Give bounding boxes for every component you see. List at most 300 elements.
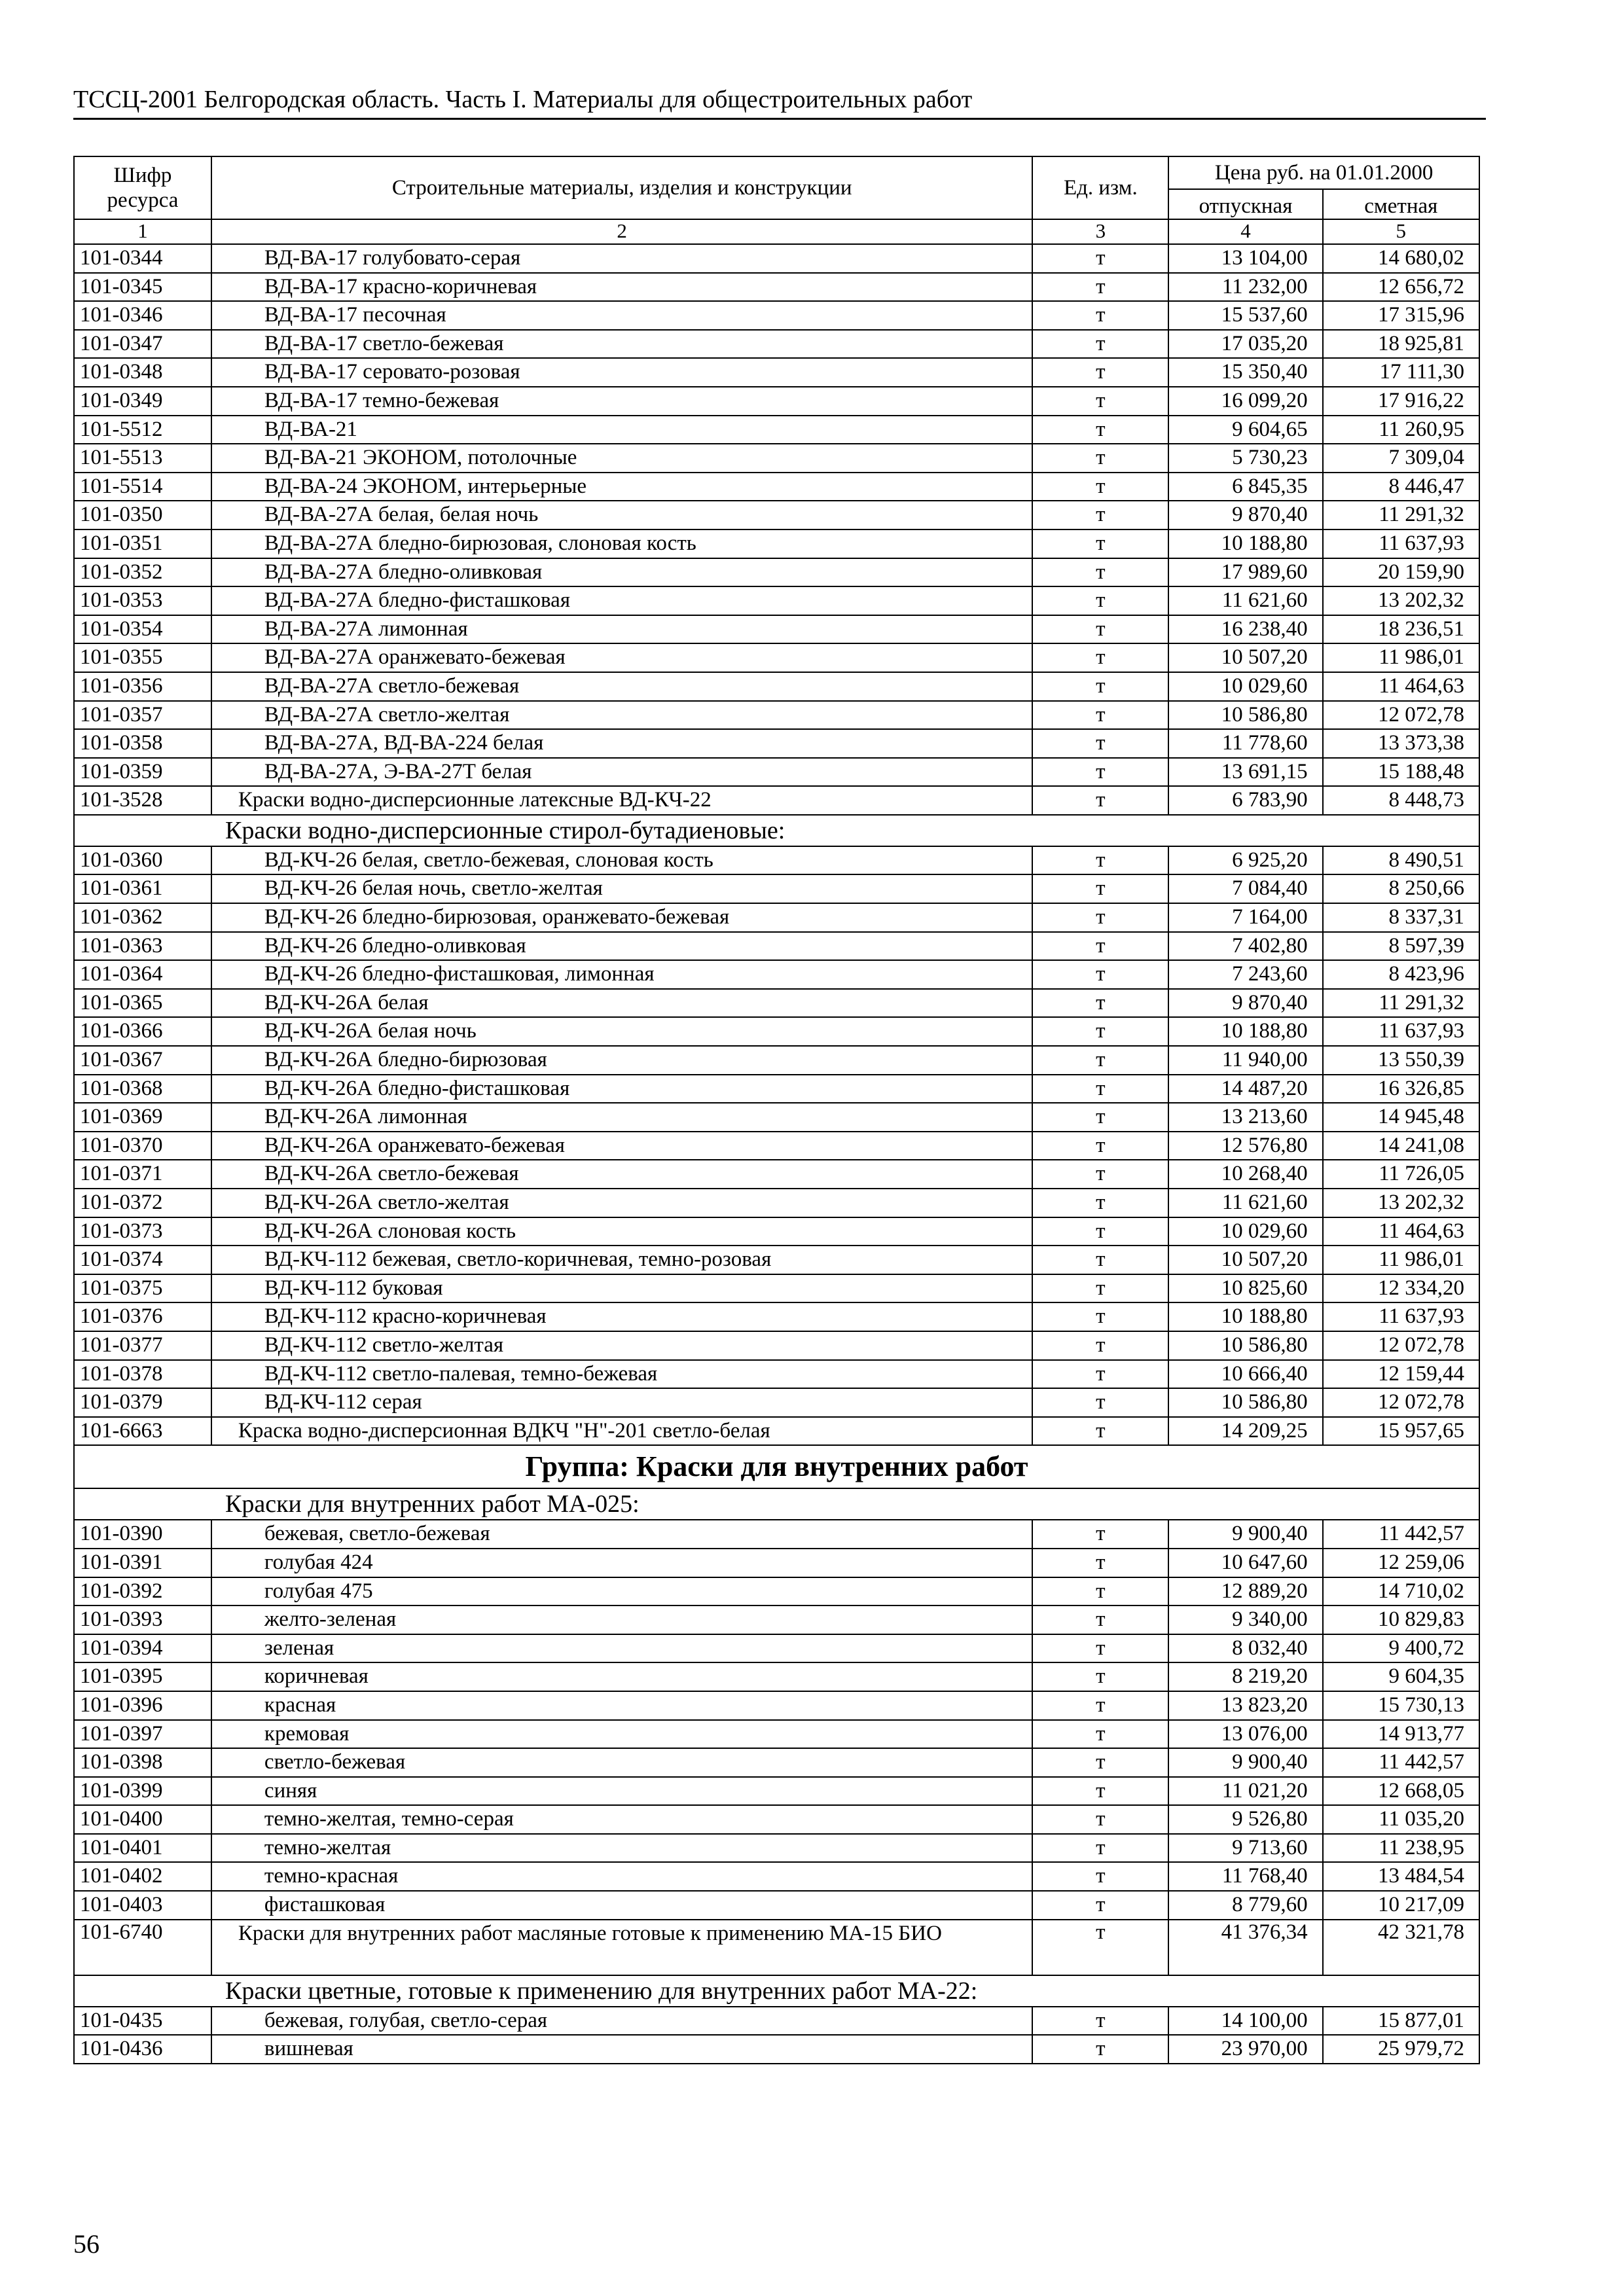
estimate-price: 8 337,31 bbox=[1323, 903, 1479, 932]
resource-code: 101-0352 bbox=[74, 558, 211, 587]
estimate-price: 11 464,63 bbox=[1323, 1217, 1479, 1246]
release-price: 11 621,60 bbox=[1168, 1189, 1322, 1217]
material-name: ВД-ВА-27А лимонная bbox=[211, 615, 1033, 644]
material-name: светло-бежевая bbox=[211, 1748, 1033, 1777]
resource-code: 101-6740 bbox=[74, 1920, 211, 1975]
material-name: ВД-КЧ-26А бледно-фисташковая bbox=[211, 1075, 1033, 1103]
estimate-price: 13 202,32 bbox=[1323, 586, 1479, 615]
estimate-price: 11 035,20 bbox=[1323, 1805, 1479, 1834]
header-estimate-price: сметная bbox=[1323, 189, 1479, 219]
release-price: 10 507,20 bbox=[1168, 1246, 1322, 1274]
estimate-price: 13 484,54 bbox=[1323, 1862, 1479, 1891]
release-price: 11 768,40 bbox=[1168, 1862, 1322, 1891]
unit: т bbox=[1032, 1302, 1168, 1331]
table-row bbox=[74, 1331, 1479, 1360]
material-name: ВД-КЧ-26А оранжевато-бежевая bbox=[211, 1132, 1033, 1160]
resource-code: 101-5514 bbox=[74, 473, 211, 501]
table-row bbox=[74, 643, 1479, 672]
material-name: вишневая bbox=[211, 2035, 1033, 2064]
unit: т bbox=[1032, 758, 1168, 787]
resource-code: 101-0399 bbox=[74, 1777, 211, 1806]
unit: т bbox=[1032, 672, 1168, 701]
release-price: 9 526,80 bbox=[1168, 1805, 1322, 1834]
unit: т bbox=[1032, 558, 1168, 587]
estimate-price: 15 730,13 bbox=[1323, 1691, 1479, 1720]
unit: т bbox=[1032, 1605, 1168, 1634]
material-name: ВД-КЧ-26А белая bbox=[211, 989, 1033, 1018]
material-name: темно-красная bbox=[211, 1862, 1033, 1891]
material-name: ВД-ВА-21 bbox=[211, 416, 1033, 444]
table-row bbox=[74, 846, 1479, 875]
resource-code: 101-0364 bbox=[74, 960, 211, 989]
resource-code: 101-0348 bbox=[74, 358, 211, 387]
material-name: ВД-ВА-27А бледно-фисташковая bbox=[211, 586, 1033, 615]
estimate-price: 12 072,78 bbox=[1323, 1331, 1479, 1360]
unit: т bbox=[1032, 301, 1168, 330]
estimate-price: 11 637,93 bbox=[1323, 1302, 1479, 1331]
table-row bbox=[74, 529, 1479, 558]
estimate-price: 10 217,09 bbox=[1323, 1891, 1479, 1920]
material-name: Краски для внутренних работ масляные готовые к применению МА-15 БИО bbox=[211, 1920, 1033, 1975]
estimate-price: 11 291,32 bbox=[1323, 989, 1479, 1018]
unit: т bbox=[1032, 1805, 1168, 1834]
material-name: ВД-ВА-17 красно-коричневая bbox=[211, 273, 1033, 302]
estimate-price: 9 400,72 bbox=[1323, 1634, 1479, 1663]
resource-code: 101-0392 bbox=[74, 1577, 211, 1606]
table-row bbox=[74, 387, 1479, 416]
resource-code: 101-0369 bbox=[74, 1103, 211, 1132]
section-heading-row bbox=[74, 815, 1479, 846]
unit: т bbox=[1032, 1331, 1168, 1360]
table-row bbox=[74, 1360, 1479, 1389]
resource-code: 101-0395 bbox=[74, 1662, 211, 1691]
release-price: 14 487,20 bbox=[1168, 1075, 1322, 1103]
unit: т bbox=[1032, 1520, 1168, 1549]
estimate-price: 14 913,77 bbox=[1323, 1720, 1479, 1749]
resource-code: 101-0347 bbox=[74, 330, 211, 359]
unit: т bbox=[1032, 615, 1168, 644]
table-row bbox=[74, 786, 1479, 815]
table-row bbox=[74, 672, 1479, 701]
table-row bbox=[74, 1577, 1479, 1606]
estimate-price: 20 159,90 bbox=[1323, 558, 1479, 587]
estimate-price: 12 072,78 bbox=[1323, 701, 1479, 730]
table-row bbox=[74, 1691, 1479, 1720]
section-heading-row bbox=[74, 1488, 1479, 1520]
material-name: ВД-ВА-27А бледно-оливковая bbox=[211, 558, 1033, 587]
resource-code: 101-0362 bbox=[74, 903, 211, 932]
resource-code: 101-0376 bbox=[74, 1302, 211, 1331]
table-row bbox=[74, 1132, 1479, 1160]
estimate-price: 11 637,93 bbox=[1323, 1017, 1479, 1046]
material-name: фисташковая bbox=[211, 1891, 1033, 1920]
release-price: 7 243,60 bbox=[1168, 960, 1322, 989]
estimate-price: 18 925,81 bbox=[1323, 330, 1479, 359]
release-price: 11 778,60 bbox=[1168, 729, 1322, 758]
estimate-price: 12 259,06 bbox=[1323, 1549, 1479, 1577]
release-price: 10 586,80 bbox=[1168, 1331, 1322, 1360]
material-name: бежевая, голубая, светло-серая bbox=[211, 2007, 1033, 2036]
column-number: 2 bbox=[211, 219, 1033, 244]
release-price: 23 970,00 bbox=[1168, 2035, 1322, 2064]
unit: т bbox=[1032, 501, 1168, 529]
estimate-price: 9 604,35 bbox=[1323, 1662, 1479, 1691]
resource-code: 101-0396 bbox=[74, 1691, 211, 1720]
estimate-price: 14 241,08 bbox=[1323, 1132, 1479, 1160]
unit: т bbox=[1032, 1388, 1168, 1417]
release-price: 10 507,20 bbox=[1168, 643, 1322, 672]
group-heading: Группа: Краски для внутренних работ bbox=[74, 1445, 1479, 1488]
resource-code: 101-0436 bbox=[74, 2035, 211, 2064]
material-name: ВД-КЧ-112 красно-коричневая bbox=[211, 1302, 1033, 1331]
resource-code: 101-0366 bbox=[74, 1017, 211, 1046]
estimate-price: 15 957,65 bbox=[1323, 1417, 1479, 1446]
release-price: 7 084,40 bbox=[1168, 874, 1322, 903]
release-price: 16 099,20 bbox=[1168, 387, 1322, 416]
estimate-price: 11 442,57 bbox=[1323, 1520, 1479, 1549]
resource-code: 101-0359 bbox=[74, 758, 211, 787]
estimate-price: 11 260,95 bbox=[1323, 416, 1479, 444]
column-number: 1 bbox=[74, 219, 211, 244]
resource-code: 101-0397 bbox=[74, 1720, 211, 1749]
release-price: 14 209,25 bbox=[1168, 1417, 1322, 1446]
table-row bbox=[74, 874, 1479, 903]
resource-code: 101-0351 bbox=[74, 529, 211, 558]
section-heading: Краски водно-дисперсионные стирол-бутадиеновые: bbox=[74, 815, 1479, 846]
estimate-price: 11 238,95 bbox=[1323, 1834, 1479, 1863]
estimate-price: 14 945,48 bbox=[1323, 1103, 1479, 1132]
unit: т bbox=[1032, 1834, 1168, 1863]
release-price: 9 870,40 bbox=[1168, 501, 1322, 529]
resource-code: 101-0398 bbox=[74, 1748, 211, 1777]
table-row bbox=[74, 1920, 1479, 1975]
material-name: зеленая bbox=[211, 1634, 1033, 1663]
release-price: 13 691,15 bbox=[1168, 758, 1322, 787]
material-name: голубая 424 bbox=[211, 1549, 1033, 1577]
resource-code: 101-0374 bbox=[74, 1246, 211, 1274]
table-row bbox=[74, 1075, 1479, 1103]
estimate-price: 11 637,93 bbox=[1323, 529, 1479, 558]
table-row bbox=[74, 729, 1479, 758]
estimate-price: 11 986,01 bbox=[1323, 643, 1479, 672]
unit: т bbox=[1032, 989, 1168, 1018]
release-price: 9 870,40 bbox=[1168, 989, 1322, 1018]
estimate-price: 10 829,83 bbox=[1323, 1605, 1479, 1634]
resource-code: 101-0378 bbox=[74, 1360, 211, 1389]
table-row bbox=[74, 501, 1479, 529]
table-row bbox=[74, 1103, 1479, 1132]
unit: т bbox=[1032, 358, 1168, 387]
unit: т bbox=[1032, 1360, 1168, 1389]
table-row bbox=[74, 1388, 1479, 1417]
table-body bbox=[74, 244, 1479, 2064]
column-number: 3 bbox=[1032, 219, 1168, 244]
table-row bbox=[74, 444, 1479, 473]
table-row bbox=[74, 960, 1479, 989]
estimate-price: 17 315,96 bbox=[1323, 301, 1479, 330]
estimate-price: 12 159,44 bbox=[1323, 1360, 1479, 1389]
estimate-price: 8 597,39 bbox=[1323, 932, 1479, 961]
unit: т bbox=[1032, 416, 1168, 444]
unit: т bbox=[1032, 529, 1168, 558]
material-name: коричневая bbox=[211, 1662, 1033, 1691]
resource-code: 101-0367 bbox=[74, 1046, 211, 1075]
unit: т bbox=[1032, 273, 1168, 302]
release-price: 11 021,20 bbox=[1168, 1777, 1322, 1806]
release-price: 6 845,35 bbox=[1168, 473, 1322, 501]
unit: т bbox=[1032, 729, 1168, 758]
table-row bbox=[74, 1302, 1479, 1331]
material-name: ВД-КЧ-26 бледно-бирюзовая, оранжевато-бежевая bbox=[211, 903, 1033, 932]
resource-code: 101-0358 bbox=[74, 729, 211, 758]
resource-code: 101-0373 bbox=[74, 1217, 211, 1246]
table-row bbox=[74, 1217, 1479, 1246]
unit: т bbox=[1032, 1417, 1168, 1446]
table-row bbox=[74, 586, 1479, 615]
resource-code: 101-0365 bbox=[74, 989, 211, 1018]
table-row bbox=[74, 273, 1479, 302]
resource-code: 101-0394 bbox=[74, 1634, 211, 1663]
resource-code: 101-0363 bbox=[74, 932, 211, 961]
estimate-price: 17 111,30 bbox=[1323, 358, 1479, 387]
unit: т bbox=[1032, 1132, 1168, 1160]
resource-code: 101-0377 bbox=[74, 1331, 211, 1360]
unit: т bbox=[1032, 874, 1168, 903]
unit: т bbox=[1032, 643, 1168, 672]
table-row bbox=[74, 701, 1479, 730]
release-price: 9 900,40 bbox=[1168, 1520, 1322, 1549]
estimate-price: 12 072,78 bbox=[1323, 1388, 1479, 1417]
header-code: Шифр ресурса bbox=[74, 156, 211, 219]
table-row bbox=[74, 1805, 1479, 1834]
resource-code: 101-0361 bbox=[74, 874, 211, 903]
material-name: ВД-ВА-27А оранжевато-бежевая bbox=[211, 643, 1033, 672]
column-number: 5 bbox=[1323, 219, 1479, 244]
table-row bbox=[74, 1274, 1479, 1303]
material-name: красная bbox=[211, 1691, 1033, 1720]
material-name: синяя bbox=[211, 1777, 1033, 1806]
unit: т bbox=[1032, 1160, 1168, 1189]
release-price: 13 213,60 bbox=[1168, 1103, 1322, 1132]
material-name: ВД-КЧ-26 белая, светло-бежевая, слоновая кость bbox=[211, 846, 1033, 875]
material-name: ВД-ВА-27А бледно-бирюзовая, слоновая кость bbox=[211, 529, 1033, 558]
material-name: бежевая, светло-бежевая bbox=[211, 1520, 1033, 1549]
material-name: ВД-КЧ-26А светло-бежевая bbox=[211, 1160, 1033, 1189]
estimate-price: 11 464,63 bbox=[1323, 672, 1479, 701]
column-number: 4 bbox=[1168, 219, 1322, 244]
material-name: ВД-КЧ-112 светло-палевая, темно-бежевая bbox=[211, 1360, 1033, 1389]
release-price: 11 232,00 bbox=[1168, 273, 1322, 302]
material-name: ВД-ВА-27А, ВД-ВА-224 белая bbox=[211, 729, 1033, 758]
material-name: ВД-ВА-17 голубовато-серая bbox=[211, 244, 1033, 273]
table-row bbox=[74, 1017, 1479, 1046]
resource-code: 101-5512 bbox=[74, 416, 211, 444]
release-price: 10 188,80 bbox=[1168, 529, 1322, 558]
resource-code: 101-5513 bbox=[74, 444, 211, 473]
unit: т bbox=[1032, 444, 1168, 473]
material-name: ВД-ВА-27А белая, белая ночь bbox=[211, 501, 1033, 529]
estimate-price: 17 916,22 bbox=[1323, 387, 1479, 416]
release-price: 16 238,40 bbox=[1168, 615, 1322, 644]
resource-code: 101-0400 bbox=[74, 1805, 211, 1834]
estimate-price: 15 877,01 bbox=[1323, 2007, 1479, 2036]
table-row bbox=[74, 330, 1479, 359]
table-row bbox=[74, 1777, 1479, 1806]
release-price: 8 779,60 bbox=[1168, 1891, 1322, 1920]
estimate-price: 12 334,20 bbox=[1323, 1274, 1479, 1303]
estimate-price: 25 979,72 bbox=[1323, 2035, 1479, 2064]
resource-code: 101-0403 bbox=[74, 1891, 211, 1920]
release-price: 14 100,00 bbox=[1168, 2007, 1322, 2036]
estimate-price: 13 550,39 bbox=[1323, 1046, 1479, 1075]
resource-code: 101-6663 bbox=[74, 1417, 211, 1446]
unit: т bbox=[1032, 2035, 1168, 2064]
release-price: 10 586,80 bbox=[1168, 701, 1322, 730]
estimate-price: 7 309,04 bbox=[1323, 444, 1479, 473]
unit: т bbox=[1032, 1862, 1168, 1891]
table-row bbox=[74, 1862, 1479, 1891]
resource-code: 101-0372 bbox=[74, 1189, 211, 1217]
estimate-price: 8 250,66 bbox=[1323, 874, 1479, 903]
unit: т bbox=[1032, 1217, 1168, 1246]
resource-code: 101-0349 bbox=[74, 387, 211, 416]
material-name: Краска водно-дисперсионная ВДКЧ "Н"-201 светло-белая bbox=[211, 1417, 1033, 1446]
table-row bbox=[74, 1605, 1479, 1634]
table-row bbox=[74, 1189, 1479, 1217]
unit: т bbox=[1032, 932, 1168, 961]
material-name: ВД-КЧ-26 белая ночь, светло-желтая bbox=[211, 874, 1033, 903]
unit: т bbox=[1032, 387, 1168, 416]
table-row bbox=[74, 1246, 1479, 1274]
release-price: 9 900,40 bbox=[1168, 1748, 1322, 1777]
unit: т bbox=[1032, 786, 1168, 815]
header-unit: Ед. изм. bbox=[1032, 156, 1168, 219]
material-name: ВД-ВА-27А, Э-ВА-27Т белая bbox=[211, 758, 1033, 787]
table-row bbox=[74, 1634, 1479, 1663]
material-name: ВД-КЧ-26А слоновая кость bbox=[211, 1217, 1033, 1246]
unit: т bbox=[1032, 1891, 1168, 1920]
table-row bbox=[74, 416, 1479, 444]
resource-code: 101-0354 bbox=[74, 615, 211, 644]
resource-code: 101-0391 bbox=[74, 1549, 211, 1577]
table-row bbox=[74, 473, 1479, 501]
estimate-price: 11 986,01 bbox=[1323, 1246, 1479, 1274]
material-name: голубая 475 bbox=[211, 1577, 1033, 1606]
resource-code: 101-0356 bbox=[74, 672, 211, 701]
estimate-price: 42 321,78 bbox=[1323, 1920, 1479, 1975]
release-price: 17 989,60 bbox=[1168, 558, 1322, 587]
release-price: 9 713,60 bbox=[1168, 1834, 1322, 1863]
material-name: темно-желтая, темно-серая bbox=[211, 1805, 1033, 1834]
unit: т bbox=[1032, 960, 1168, 989]
resource-code: 101-0345 bbox=[74, 273, 211, 302]
estimate-price: 11 442,57 bbox=[1323, 1748, 1479, 1777]
resource-code: 101-0402 bbox=[74, 1862, 211, 1891]
material-name: ВД-КЧ-26А белая ночь bbox=[211, 1017, 1033, 1046]
estimate-price: 13 202,32 bbox=[1323, 1189, 1479, 1217]
release-price: 7 164,00 bbox=[1168, 903, 1322, 932]
page-number: 56 bbox=[73, 2229, 99, 2259]
unit: т bbox=[1032, 1549, 1168, 1577]
resource-code: 101-0357 bbox=[74, 701, 211, 730]
resource-code: 101-0368 bbox=[74, 1075, 211, 1103]
unit: т bbox=[1032, 473, 1168, 501]
release-price: 15 350,40 bbox=[1168, 358, 1322, 387]
release-price: 6 925,20 bbox=[1168, 846, 1322, 875]
unit: т bbox=[1032, 701, 1168, 730]
release-price: 10 586,80 bbox=[1168, 1388, 1322, 1417]
estimate-price: 12 656,72 bbox=[1323, 273, 1479, 302]
material-name: ВД-ВА-27А светло-желтая bbox=[211, 701, 1033, 730]
materials-table bbox=[73, 156, 1480, 2064]
unit: т bbox=[1032, 1748, 1168, 1777]
estimate-price: 14 680,02 bbox=[1323, 244, 1479, 273]
estimate-price: 14 710,02 bbox=[1323, 1577, 1479, 1606]
unit: т bbox=[1032, 1274, 1168, 1303]
release-price: 17 035,20 bbox=[1168, 330, 1322, 359]
release-price: 8 219,20 bbox=[1168, 1662, 1322, 1691]
material-name: ВД-КЧ-112 серая bbox=[211, 1388, 1033, 1417]
release-price: 13 104,00 bbox=[1168, 244, 1322, 273]
table-row bbox=[74, 1720, 1479, 1749]
table-row bbox=[74, 989, 1479, 1018]
material-name: ВД-ВА-24 ЭКОНОМ, интерьерные bbox=[211, 473, 1033, 501]
resource-code: 101-0393 bbox=[74, 1605, 211, 1634]
material-name: ВД-КЧ-26А светло-желтая bbox=[211, 1189, 1033, 1217]
release-price: 10 666,40 bbox=[1168, 1360, 1322, 1389]
unit: т bbox=[1032, 244, 1168, 273]
unit: т bbox=[1032, 586, 1168, 615]
material-name: ВД-ВА-17 темно-бежевая bbox=[211, 387, 1033, 416]
table-row bbox=[74, 358, 1479, 387]
unit: т bbox=[1032, 1662, 1168, 1691]
table-row bbox=[74, 2007, 1479, 2036]
unit: т bbox=[1032, 1017, 1168, 1046]
release-price: 10 825,60 bbox=[1168, 1274, 1322, 1303]
unit: т bbox=[1032, 1577, 1168, 1606]
material-name: Краски водно-дисперсионные латексные ВД-КЧ-22 bbox=[211, 786, 1033, 815]
estimate-price: 11 726,05 bbox=[1323, 1160, 1479, 1189]
release-price: 9 340,00 bbox=[1168, 1605, 1322, 1634]
release-price: 10 647,60 bbox=[1168, 1549, 1322, 1577]
material-name: кремовая bbox=[211, 1720, 1033, 1749]
table-row bbox=[74, 1748, 1479, 1777]
table-row bbox=[74, 301, 1479, 330]
resource-code: 101-0401 bbox=[74, 1834, 211, 1863]
material-name: ВД-ВА-17 светло-бежевая bbox=[211, 330, 1033, 359]
header-price: Цена руб. на 01.01.2000 bbox=[1168, 156, 1479, 189]
release-price: 41 376,34 bbox=[1168, 1920, 1322, 1975]
resource-code: 101-0346 bbox=[74, 301, 211, 330]
release-price: 13 076,00 bbox=[1168, 1720, 1322, 1749]
table-row bbox=[74, 1834, 1479, 1863]
material-name: ВД-КЧ-26А лимонная bbox=[211, 1103, 1033, 1132]
table-row bbox=[74, 932, 1479, 961]
estimate-price: 8 423,96 bbox=[1323, 960, 1479, 989]
release-price: 10 268,40 bbox=[1168, 1160, 1322, 1189]
release-price: 10 029,60 bbox=[1168, 672, 1322, 701]
table-row bbox=[74, 558, 1479, 587]
unit: т bbox=[1032, 1920, 1168, 1975]
section-heading-row bbox=[74, 1975, 1479, 2007]
table-row bbox=[74, 1520, 1479, 1549]
group-heading-row bbox=[74, 1445, 1479, 1488]
resource-code: 101-0344 bbox=[74, 244, 211, 273]
table-row bbox=[74, 244, 1479, 273]
estimate-price: 13 373,38 bbox=[1323, 729, 1479, 758]
release-price: 10 188,80 bbox=[1168, 1302, 1322, 1331]
unit: т bbox=[1032, 846, 1168, 875]
